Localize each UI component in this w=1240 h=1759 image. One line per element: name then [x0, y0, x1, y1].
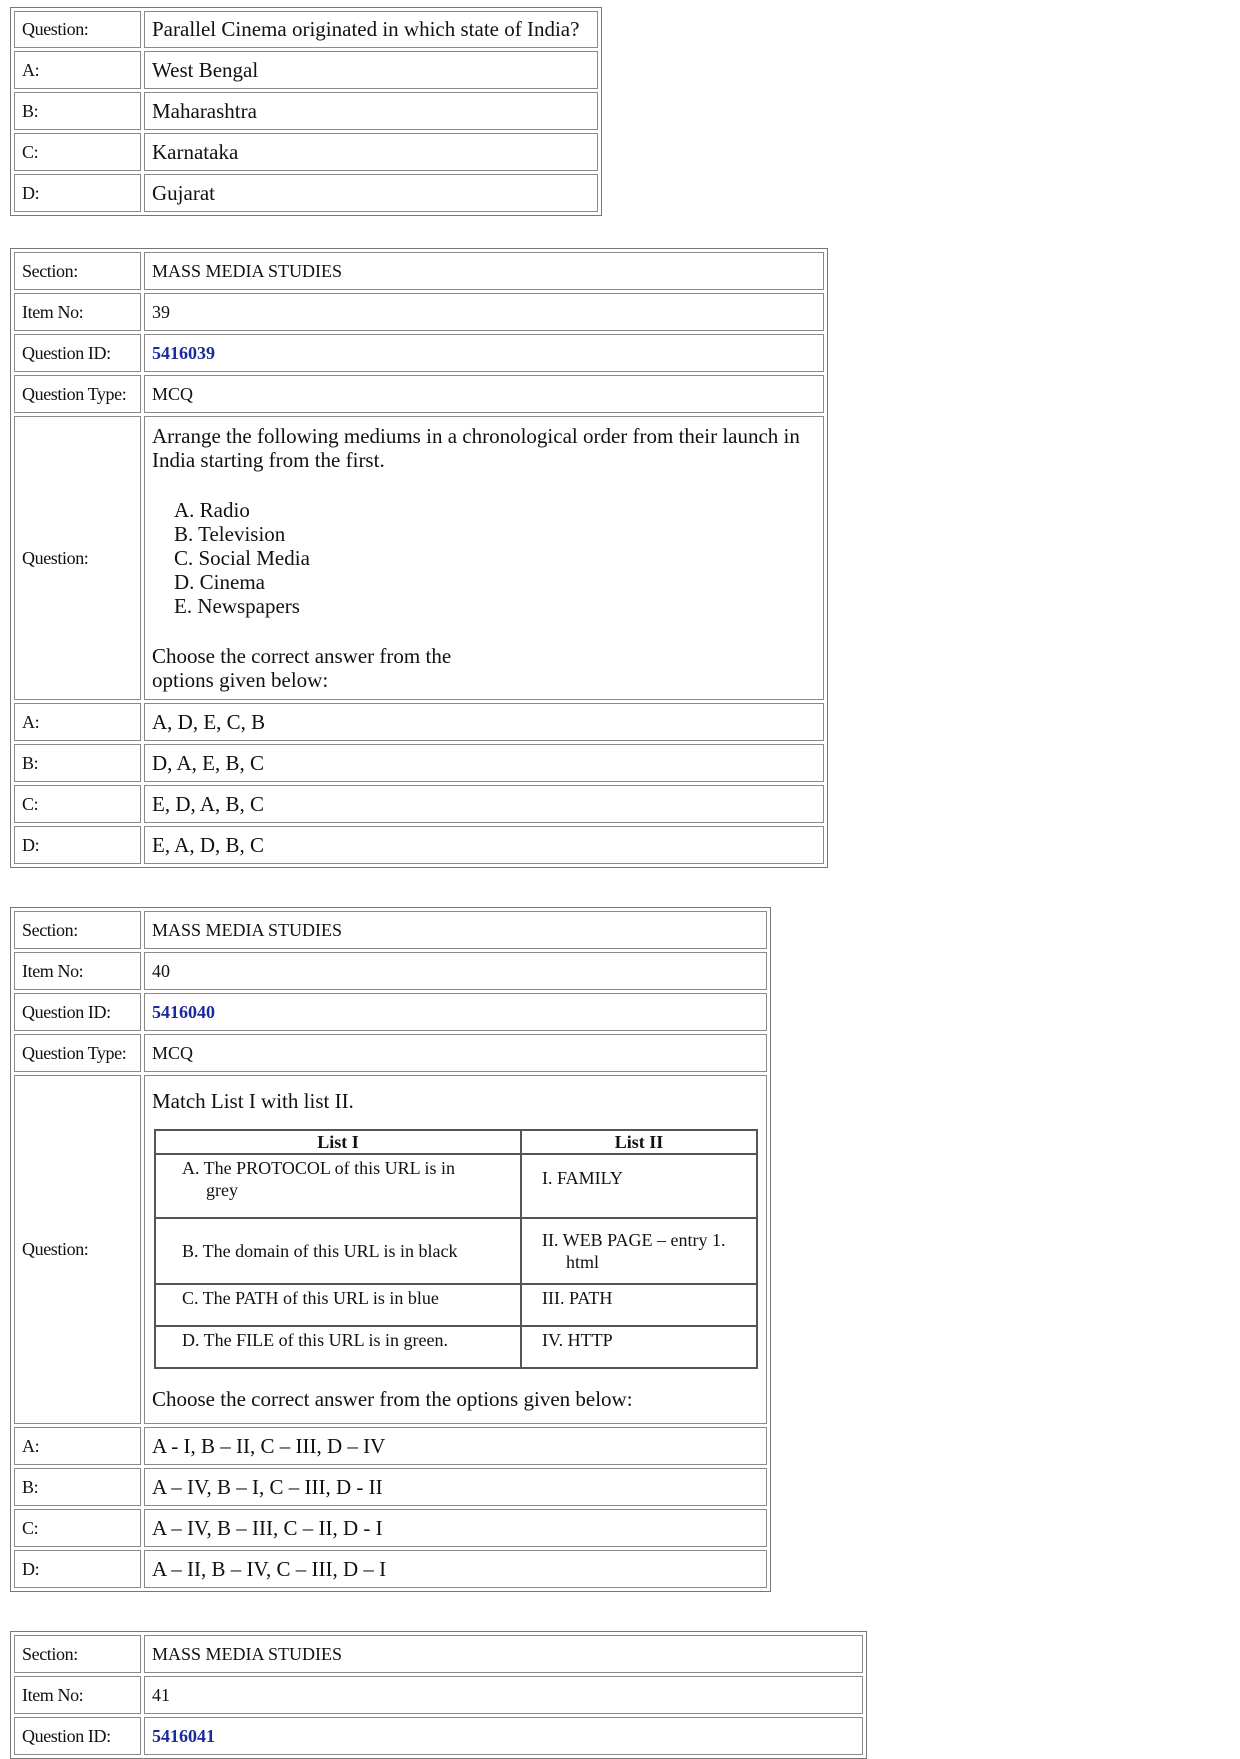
section-label: Section:: [14, 1635, 141, 1673]
question-id-value: 5416040: [144, 993, 767, 1031]
option-c-text: A – IV, B – III, C – II, D - I: [144, 1509, 767, 1547]
list2-item-i: I. FAMILY: [521, 1154, 757, 1218]
option-a-text: A, D, E, C, B: [144, 703, 824, 741]
item-no-label: Item No:: [14, 1676, 141, 1714]
section-label: Section:: [14, 911, 141, 949]
option-b-label: B:: [14, 1468, 141, 1506]
list2-header: List II: [521, 1130, 757, 1154]
option-c-text: E, D, A, B, C: [144, 785, 824, 823]
list1-item-c: C. The PATH of this URL is in blue: [155, 1284, 521, 1326]
question-id-label: Question ID:: [14, 334, 141, 372]
medium-list: [174, 498, 816, 618]
question-block-38: [10, 7, 602, 216]
question-type-label: Question Type:: [14, 375, 141, 413]
question-intro: Match List I with list II.: [152, 1088, 354, 1113]
question-id-label: Question ID:: [14, 1717, 141, 1755]
question-block-41: [10, 1631, 867, 1759]
list-item: E. Newspapers: [174, 594, 300, 618]
list2-item-iii: III. PATH: [521, 1284, 757, 1326]
option-b-text: D, A, E, B, C: [144, 744, 824, 782]
question-label: Question:: [14, 1075, 141, 1424]
question-text: Parallel Cinema originated in which state of India?: [144, 11, 598, 48]
question-type-value: MCQ: [144, 1034, 767, 1072]
option-d-label: D:: [14, 1550, 141, 1588]
section-value: MASS MEDIA STUDIES: [144, 252, 824, 290]
list2-item-iv: IV. HTTP: [521, 1326, 757, 1368]
choose-instruction-line1: Choose the correct answer from the: [152, 644, 452, 668]
list1-item-b: B. The domain of this URL is in black: [155, 1218, 521, 1284]
option-d-text: Gujarat: [144, 174, 598, 212]
option-c-label: C:: [14, 785, 141, 823]
option-d-text: E, A, D, B, C: [144, 826, 824, 864]
item-no-label: Item No:: [14, 293, 141, 331]
option-b-label: B:: [14, 92, 141, 130]
list-item: A. Radio: [174, 498, 250, 522]
question-block-40: [10, 907, 771, 1592]
question-intro: Arrange the following mediums in a chronological order from their launch in India starting from the first.: [152, 424, 800, 472]
option-c-label: C:: [14, 133, 141, 171]
question-type-value: MCQ: [144, 375, 824, 413]
item-no-label: Item No:: [14, 952, 141, 990]
option-d-label: D:: [14, 826, 141, 864]
option-c-label: C:: [14, 1509, 141, 1547]
choose-instruction-line2: options given below:: [152, 668, 329, 692]
option-a-label: A:: [14, 51, 141, 89]
section-value: MASS MEDIA STUDIES: [144, 1635, 863, 1673]
option-b-text: Maharashtra: [144, 92, 598, 130]
option-b-text: A – IV, B – I, C – III, D - II: [144, 1468, 767, 1506]
choose-instruction: Choose the correct answer from the options given below:: [152, 1386, 633, 1411]
section-value: MASS MEDIA STUDIES: [144, 911, 767, 949]
question-type-label: Question Type:: [14, 1034, 141, 1072]
list-item: C. Social Media: [174, 546, 310, 570]
item-no-value: 40: [144, 952, 767, 990]
option-a-label: A:: [14, 1427, 141, 1465]
question-block-39: [10, 248, 828, 868]
question-id-value: 5416041: [144, 1717, 863, 1755]
list1-header: List I: [155, 1130, 521, 1154]
question-id-value: 5416039: [144, 334, 824, 372]
match-list-table: [154, 1129, 758, 1369]
question-body: [144, 1075, 767, 1424]
option-b-label: B:: [14, 744, 141, 782]
question-body: [144, 416, 824, 700]
list-item: D. Cinema: [174, 570, 265, 594]
option-a-text: A - I, B – II, C – III, D – IV: [144, 1427, 767, 1465]
list1-item-a: A. The PROTOCOL of this URL is in grey: [155, 1154, 521, 1218]
section-label: Section:: [14, 252, 141, 290]
option-a-label: A:: [14, 703, 141, 741]
question-label: Question:: [14, 11, 141, 48]
option-a-text: West Bengal: [144, 51, 598, 89]
list2-item-ii: II. WEB PAGE – entry 1. html: [521, 1218, 757, 1284]
option-d-label: D:: [14, 174, 141, 212]
item-no-value: 41: [144, 1676, 863, 1714]
question-label: Question:: [14, 416, 141, 700]
list-item: B. Television: [174, 522, 286, 546]
option-d-text: A – II, B – IV, C – III, D – I: [144, 1550, 767, 1588]
option-c-text: Karnataka: [144, 133, 598, 171]
question-id-label: Question ID:: [14, 993, 141, 1031]
item-no-value: 39: [144, 293, 824, 331]
list1-item-d: D. The FILE of this URL is in green.: [155, 1326, 521, 1368]
